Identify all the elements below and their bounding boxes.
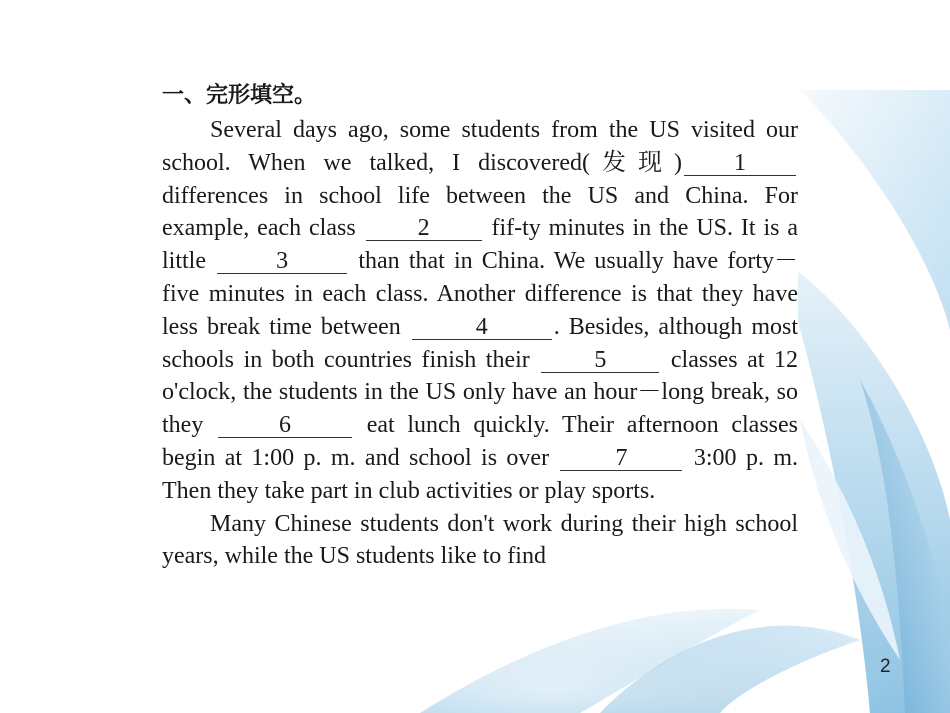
blank-4: 4 [412,315,552,340]
text-segment: Several days ago, some students from the US visited our school. When we talked, I discovered(发现) [162,117,798,176]
text-segment: fif-ty minutes in the US. It is a little [162,215,798,275]
exercise-panel [162,78,798,577]
page-number: 2 [880,656,891,677]
text-segment: classes at 12 o'clock, the students in the US only have an hour－long break, so they [162,346,798,439]
blank-5: 5 [541,348,659,373]
blank-7: 7 [560,446,682,471]
blank-1: 1 [684,151,796,176]
text-segment: 3:00 p. m. Then they take part in club activities or play sports. [162,444,799,504]
text-segment: than that in China. We usually have forty－five minutes in each class. Another difference is that they have less break time between [162,248,799,340]
blank-2: 2 [366,216,482,241]
section-heading: 一、完形填空。 [162,83,317,108]
paragraph-1 [162,114,798,508]
blank-6: 6 [218,413,352,438]
paragraph-2: Many Chinese students don't work during their high school years, while the US students like to find [162,510,798,570]
blank-3: 3 [217,249,347,274]
text-segment: differences in school life between the US and China. For example, each class [162,182,798,242]
text-segment: . Besides, although most schools in both countries finish their [162,313,798,373]
text-segment: eat lunch quickly. Their afternoon classes begin at 1:00 p. m. and school is over [162,412,798,471]
